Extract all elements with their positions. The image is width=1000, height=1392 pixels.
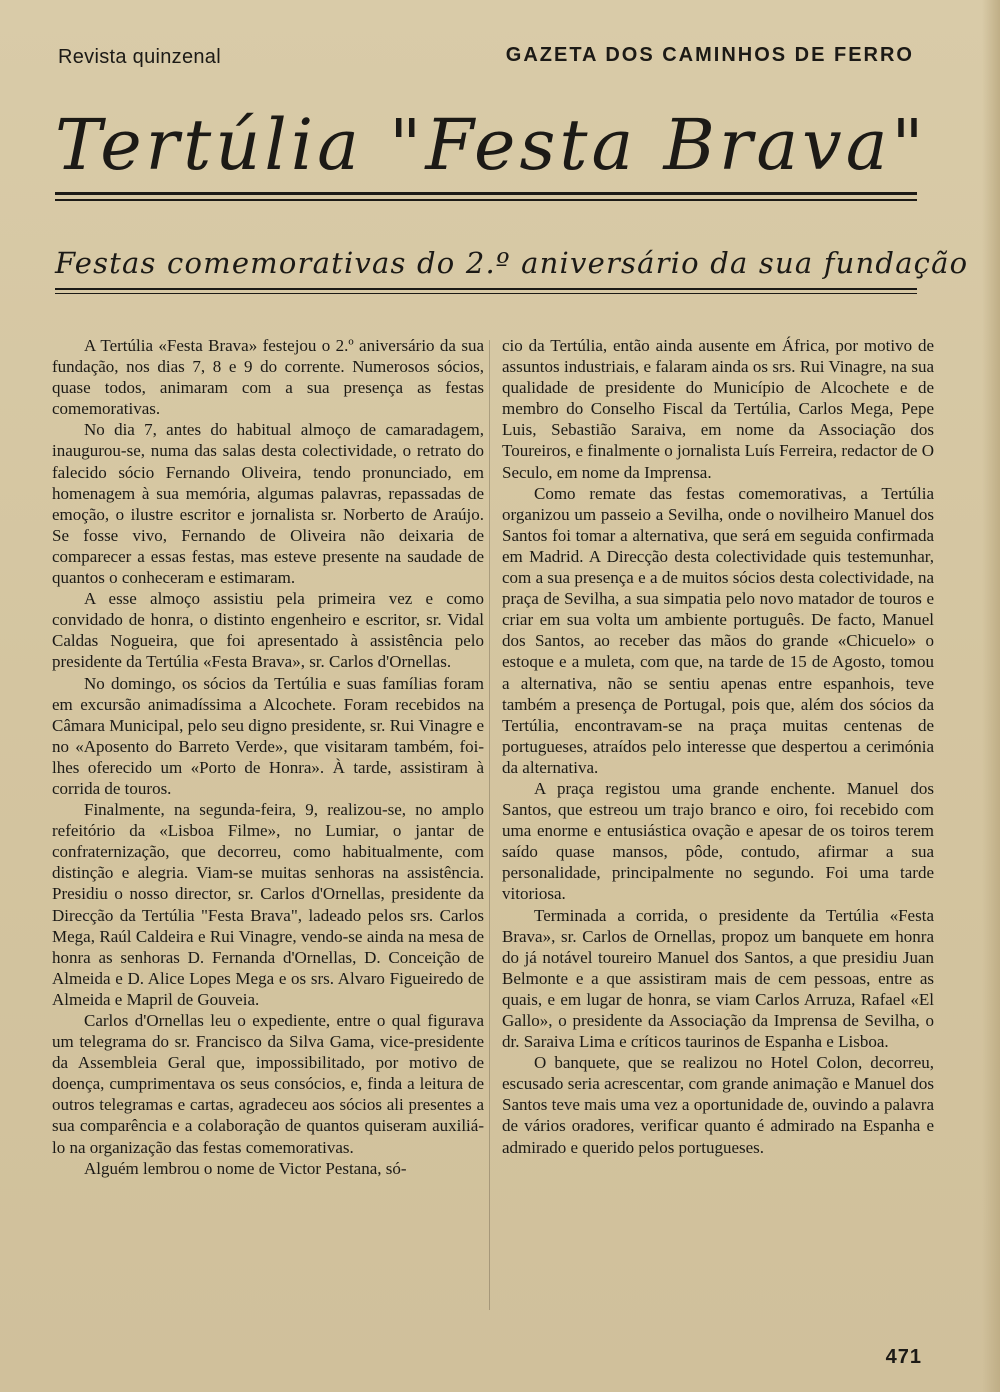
title-rule-top	[55, 192, 917, 195]
header-publication-name: GAZETA DOS CAMINHOS DE FERRO	[505, 44, 914, 66]
page-number: 471	[885, 1346, 922, 1368]
paragraph: No domingo, os sócios da Tertúlia e suas famílias foram em excursão animadíssima a Alcochete. Foram recebidos na Câmara Municipal, pelo seu digno presidente, sr. Rui Vinagre e no «Aposento do Barreto Verde», que visitaram também, foi-lhes oferecido um «Porto de Honra». À tarde, assistiram à corrida de touros.	[52, 673, 484, 798]
header-publication-frequency: Revista quinzenal	[58, 46, 221, 68]
paragraph: O banquete, que se realizou no Hotel Colon, decorreu, escusado seria acrescentar, com grande animação e Manuel dos Santos teve mais uma vez a oportunidade de, ouvindo a palavra de vários oradores, verificar quanto é admirado na Espanha e admirado e querido pelos portugueses.	[502, 1053, 934, 1157]
article-subtitle: Festas comemorativas do 2.º aniversário da sua fundação	[55, 246, 969, 280]
paragraph: A Tertúlia «Festa Brava» festejou o 2.º aniversário da sua fundação, nos dias 7, 8 e 9 do corrente. Numerosos sócios, quase todos, animaram com a sua presença as festas comemorativas.	[52, 336, 484, 419]
article-column-left	[52, 335, 484, 1179]
paragraph: Carlos d'Ornellas leu o expediente, entre o qual figurava um telegrama do sr. Francisco da Silva Gama, vice-presidente da Assembleia Geral que, impossibilitado, por motivo de doença, cumprimentava os seus consócios, e, finda a leitura de outros telegramas e cartas, agradeceu aos sócios ali presentes a sua comparência e a colaboração de quantos quiseram auxiliá-lo na organização das festas comemorativas.	[52, 1011, 484, 1157]
subtitle-rule-bottom	[55, 293, 917, 294]
paragraph: No dia 7, antes do habitual almoço de camaradagem, inaugurou-se, numa das salas desta colectividade, o retrato do falecido sócio Fernando Oliveira, tendo pronunciado, em homenagem à sua memória, algumas palavras, repassadas de emoção, o ilustre escritor e jornalista sr. Norberto de Araújo. Se fosse vivo, Fernando de Oliveira não deixaria de comparecer a essas festas, mas esteve presente na saudade de quantos o conheceram e estimaram.	[52, 420, 484, 588]
paragraph: Terminada a corrida, o presidente da Tertúlia «Festa Brava», sr. Carlos de Ornellas, propoz um banquete em honra do já notável toureiro Manuel dos Santos, a que presidiu Juan Belmonte e a que assistiram mais de cem pessoas, entre as quais, e em lugar de honra, se viam Carlos Arruza, Rafael «El Gallo», o presidente da Associação da Imprensa de Sevilha, o dr. Saraiva Lima e críticos taurinos de Espanha e Lisboa.	[502, 905, 934, 1052]
paragraph: Como remate das festas comemorativas, a Tertúlia organizou um passeio a Sevilha, onde o novilheiro Manuel dos Santos foi tomar a alternativa, que será em seguida confirmada em Madrid. A Direcção desta colectividade quis testemunhar, com a sua presença e a de muitos sócios desta colectividade, na praça de Sevilha, a sua simpatia pelo novo matador de touros e criar em sua volta um ambiente português. De facto, Manuel dos Santos, ao receber das mãos do grande «Chicuelo» o estoque e a muleta, com que, na tarde de 15 de Agosto, tomou a alternativa, não se sentiu apenas entre espanhois, teve também a presença de Portugal, pois que, além dos sócios da Tertúlia, encontravam-se na praça muitas centenas de portugueses, atraídos pelo interesse que despertou a cerimónia da alternativa.	[502, 483, 934, 777]
title-rule-bottom	[55, 199, 917, 201]
subtitle-rule-top	[55, 288, 917, 290]
page-edge-shadow	[982, 0, 1000, 1392]
article-title: Tertúlia "Festa Brava"	[55, 104, 928, 186]
paragraph: Finalmente, na segunda-feira, 9, realizou-se, no amplo refeitório da «Lisboa Filme», no Lumiar, o jantar de confraternização, que decorreu, como habitualmente, com distinção e alegria. Viam-se muitas senhoras na assistência. Presidiu o nosso director, sr. Carlos d'Ornellas, presidente da Direcção da Tertúlia "Festa Brava", ladeado pelos srs. Carlos Mega, Raúl Caldeira e Rui Vinagre, vendo-se ainda na mesa de honra as senhoras D. Fernanda d'Ornellas, D. Conceição de Almeida e D. Alice Lopes Mega e os srs. Alvaro Figueiredo de Almeida e Mapril de Gouveia.	[52, 800, 484, 1009]
paragraph: A esse almoço assistiu pela primeira vez e como convidado de honra, o distinto engenheiro e escritor, sr. Vidal Caldas Nogueira, que foi apresentado à assistência pelo presidente da Tertúlia «Festa Brava», sr. Carlos d'Ornellas.	[52, 589, 484, 672]
paragraph: cio da Tertúlia, então ainda ausente em África, por motivo de assuntos industriais, e falaram ainda os srs. Rui Vinagre, na sua qualidade de presidente do Município de Alcochete e de membro do Conselho Fiscal da Tertúlia, Carlos Mega, Pepe Luis, Sebastião Saraiva, em nome da Associação dos Toureiros, e finalmente o jornalista Luís Ferreira, redactor de O Seculo, em nome da Imprensa.	[502, 336, 934, 482]
paragraph: A praça registou uma grande enchente. Manuel dos Santos, que estreou um trajo branco e oiro, foi recebido com uma enorme e entusiástica ovação e apesar de os toiros terem saído quase mansos, pôde, contudo, afirmar a sua personalidade, principalmente no segundo. Foi uma tarde vitoriosa.	[502, 778, 934, 904]
column-divider	[489, 340, 490, 1310]
paragraph: Alguém lembrou o nome de Victor Pestana, só-	[84, 1158, 407, 1178]
article-column-right	[502, 335, 934, 1158]
